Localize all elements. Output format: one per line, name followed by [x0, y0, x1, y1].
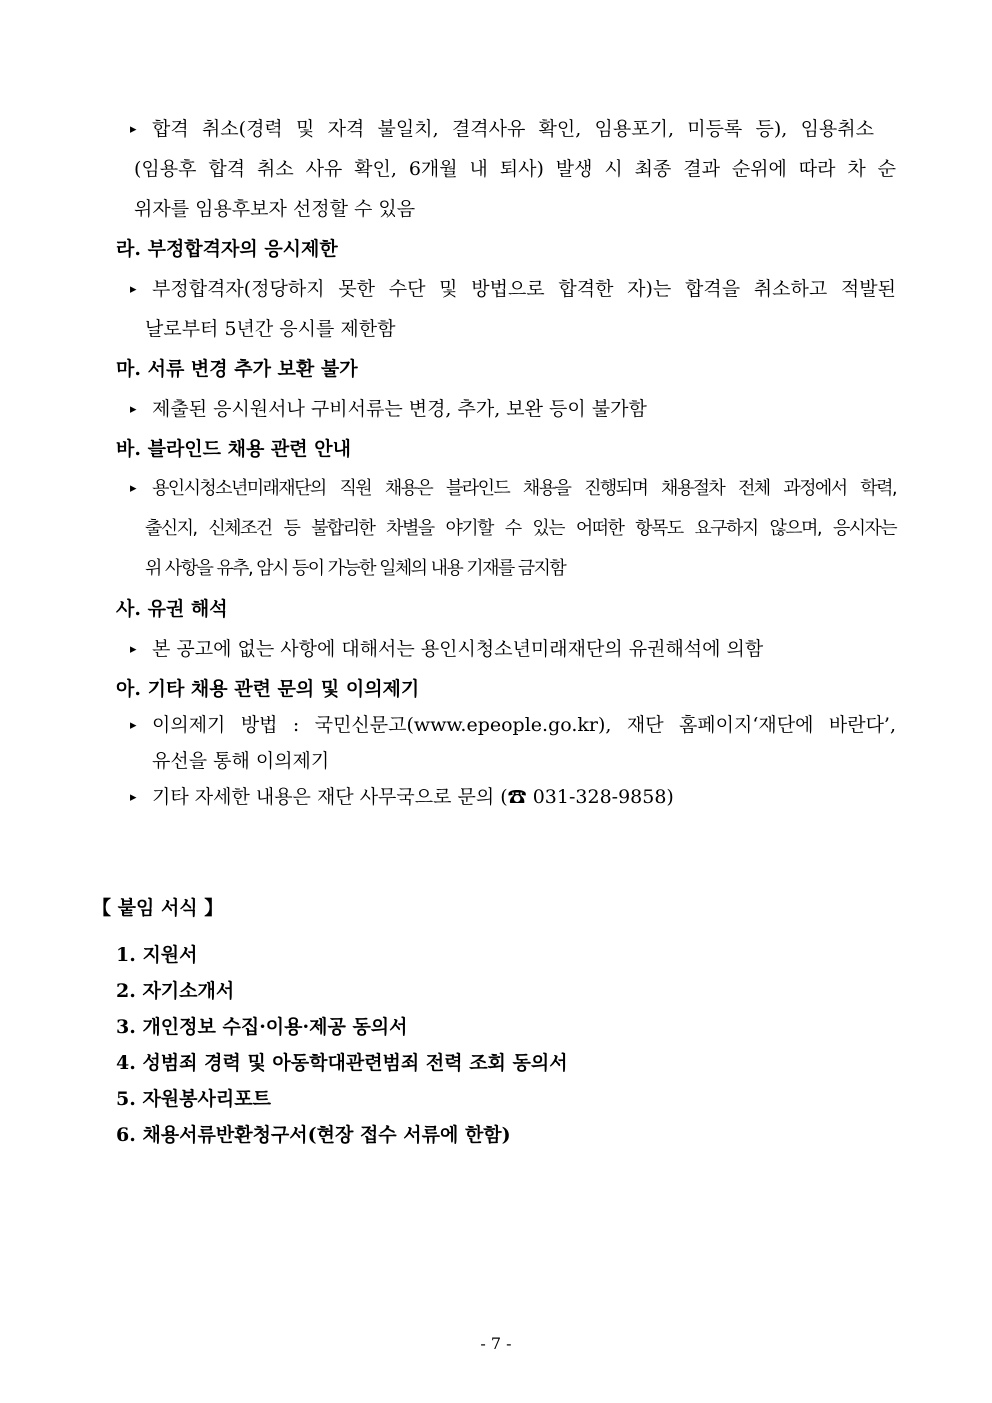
section-heading: 라. 부정합격자의 응시제한 [116, 238, 338, 260]
body-text: 날로부터 5년간 응시를 제한함 [145, 318, 396, 340]
body-text: 용인시청소년미래재단의 직원 채용은 블라인드 채용을 진행되며 채용절차 전체 과정에서 학력, [152, 478, 896, 499]
attachment-item: 4. 성범죄 경력 및 아동학대관련범죄 전력 조회 동의서 [116, 1052, 568, 1074]
body-text: 이의제기 방법 : 국민신문고(www.epeople.go.kr), 재단 홈페이지‘재단에 바란다’, [152, 714, 896, 736]
attachment-item: 2. 자기소개서 [116, 980, 235, 1002]
section-heading: 마. 서류 변경 추가 보환 불가 [116, 358, 358, 380]
bullet-icon: ▸ [130, 122, 137, 137]
attachments-title: 【 붙임 서식 】 [92, 897, 224, 919]
page-number: - 7 - [480, 1334, 512, 1353]
bullet-line [130, 276, 896, 303]
bullet-line [130, 396, 647, 423]
body-text: (임용후 합격 취소 사유 확인, 6개월 내 퇴사) 발생 시 최종 결과 순위에 따라 차 순 [134, 158, 896, 180]
bullet-line [130, 116, 874, 143]
bullet-line [130, 712, 896, 739]
bullet-icon: ▸ [130, 402, 137, 417]
bullet-icon: ▸ [130, 282, 137, 297]
attachment-item: 6. 채용서류반환청구서(현장 접수 서류에 한함) [116, 1124, 511, 1146]
body-text: 유선을 통해 이의제기 [152, 750, 330, 772]
attachment-item: 5. 자원봉사리포트 [116, 1088, 271, 1110]
body-text: 위 사항을 유추, 암시 등이 가능한 일체의 내용 기재를 금지함 [145, 558, 566, 579]
bullet-line [130, 784, 674, 811]
attachment-item: 1. 지원서 [116, 944, 198, 966]
body-text: 기타 자세한 내용은 재단 사무국으로 문의 (☎ 031-328-9858) [152, 786, 674, 808]
body-text: 부정합격자(정당하지 못한 수단 및 방법으로 합격한 자)는 합격을 취소하고 적발된 [152, 278, 896, 300]
bullet-icon: ▸ [130, 642, 137, 657]
body-text: 본 공고에 없는 사항에 대해서는 용인시청소년미래재단의 유권해석에 의함 [152, 638, 764, 660]
bullet-icon: ▸ [130, 718, 137, 733]
section-heading: 사. 유권 해석 [116, 598, 228, 620]
bullet-icon: ▸ [130, 790, 137, 805]
body-text: 제출된 응시원서나 구비서류는 변경, 추가, 보완 등이 불가함 [152, 398, 647, 420]
section-heading: 바. 블라인드 채용 관련 안내 [116, 438, 351, 460]
bullet-line [130, 636, 763, 663]
attachment-item: 3. 개인정보 수집·이용·제공 동의서 [116, 1016, 408, 1038]
body-text: 위자를 임용후보자 선정할 수 있음 [134, 198, 416, 220]
bullet-line [130, 476, 896, 502]
section-heading: 아. 기타 채용 관련 문의 및 이의제기 [116, 678, 420, 700]
bullet-icon: ▸ [130, 481, 135, 496]
body-text: 출신지, 신체조건 등 불합리한 차별을 야기할 수 있는 어떠한 항목도 요구하지 않으며, 응시자는 [145, 518, 896, 539]
body-text: 합격 취소(경력 및 자격 불일치, 결격사유 확인, 임용포기, 미등록 등), 임용취소 [152, 118, 874, 140]
